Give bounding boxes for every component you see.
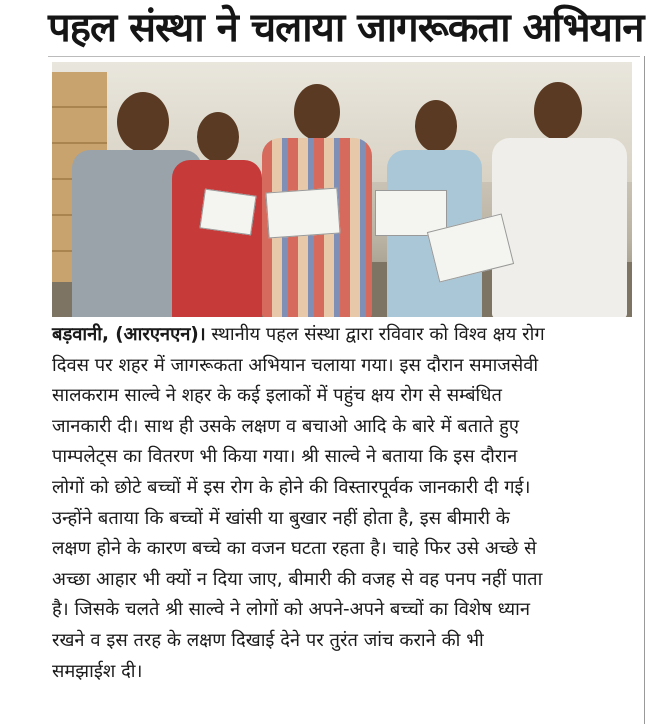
article-line: बड़वानी, (आरएनएन)। स्थानीय पहल संस्था द्वारा रविवार को विश्व क्षय रोग (52, 324, 545, 345)
pamphlet (199, 189, 256, 236)
article-line: पाम्पलेट्स का वितरण भी किया गया। श्री साल्वे ने बताया कि इस दौरान (52, 446, 518, 468)
article-line: रखने व इस तरह के लक्षण दिखाई देने पर तुरंत जांच कराने की भी (52, 629, 484, 651)
article-line: दिवस पर शहर में जागरूकता अभियान चलाया गया। इस दौरान समाजसेवी (52, 354, 539, 376)
news-photo (52, 62, 632, 317)
article-line: जानकारी दी। साथ ही उसके लक्षण व बचाओ आदि के बारे में बताते हुए (52, 415, 519, 437)
article-line: अच्छा आहार भी क्यों न दिया जाए, बीमारी की वजह से वह पनप नहीं पाता (52, 568, 543, 590)
photo-person-5 (492, 82, 627, 317)
article-line: लक्षण होने के कारण बच्चे का वजन घटता रहता है। चाहे फिर उसे अच्छे से (52, 538, 537, 560)
headline-rule (48, 56, 640, 57)
article-line: समझाईश दी। (52, 660, 143, 682)
dateline: बड़वानी, (आरएनएन)। (52, 324, 206, 345)
article-line: है। जिसके चलते श्री साल्वे ने लोगों को अपने-अपने बच्चों का विशेष ध्यान (52, 599, 531, 621)
article-line: सालकराम साल्वे ने शहर के कई इलाकों में पहुंच क्षय रोग से सम्बंधित (52, 385, 502, 407)
headline: पहल संस्था ने चलाया जागरूकता अभियान (48, 5, 644, 51)
column-rule (644, 56, 645, 724)
article-line: लोगों को छोटे बच्चों में इस रोग के होने की विस्तारपूर्वक जानकारी दी गई। (52, 476, 531, 498)
article-line: उन्होंने बताया कि बच्चों में खांसी या बुखार नहीं होता है, इस बीमारी के (52, 507, 510, 529)
article-body (52, 320, 637, 687)
pamphlet (265, 188, 340, 239)
